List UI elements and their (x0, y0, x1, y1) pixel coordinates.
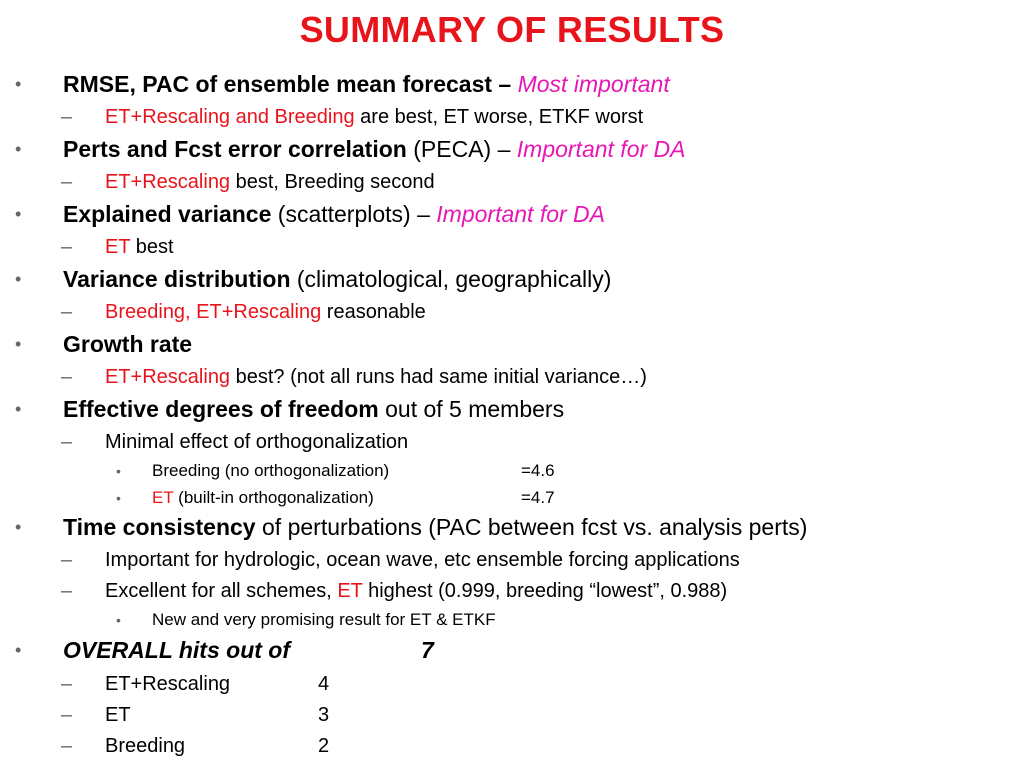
sub-time-excellent (61, 577, 728, 605)
bullet-marker: • (15, 399, 22, 419)
explained-text: (scatterplots) – (277, 201, 430, 227)
overall-row-value: 3 (318, 704, 330, 726)
bullet-time-consistency (15, 513, 808, 541)
overall-row-name: Breeding (105, 735, 186, 757)
bullet-marker: • (15, 204, 22, 224)
bullet-overall-hits (15, 636, 483, 664)
variance-text: (climatological, geographically) (296, 266, 612, 292)
dash-marker: – (61, 366, 73, 388)
bullet-explained-variance (15, 200, 606, 228)
rmse-note: Most important (517, 71, 670, 97)
time-heading: Time consistency (63, 514, 256, 540)
variance-sub-text: reasonable (326, 301, 426, 323)
edf-sub-text: Minimal effect of orthogonalization (105, 431, 409, 453)
time-sub3-text: New and very promising result for ET & ETKF (152, 610, 496, 629)
bullet-marker: • (15, 640, 22, 660)
bullet-marker: • (116, 463, 121, 479)
dash-marker: – (61, 580, 73, 602)
edf-et-highlight: ET (152, 488, 174, 507)
explained-sub-highlight: ET (105, 236, 131, 258)
bullet-marker: • (15, 74, 22, 94)
time-sub1-text: Important for hydrologic, ocean wave, etc ensemble forcing applications (105, 549, 740, 571)
perts-heading: Perts and Fcst error correlation (63, 136, 407, 162)
sub-explained (61, 233, 174, 261)
bullet-growth-rate (15, 330, 193, 358)
overall-row-value: 2 (318, 735, 330, 757)
dash-marker: – (61, 301, 73, 323)
bullet-marker: • (15, 334, 22, 354)
dash-marker: – (61, 431, 73, 453)
edf-text: out of 5 members (385, 396, 565, 422)
perts-sub-text: best, Breeding second (235, 171, 435, 193)
rmse-sub-highlight: ET+Rescaling and Breeding (105, 106, 355, 128)
overall-row-value: 4 (318, 673, 330, 695)
overall-total: 7 (421, 637, 434, 663)
overall-heading: OVERALL hits out of (63, 637, 291, 663)
sub-sub-edf-et (116, 484, 652, 512)
time-text: of perturbations (PAC between fcst vs. analysis perts) (262, 514, 808, 540)
explained-sub-text: best (135, 236, 174, 258)
bullet-effective-dof (15, 395, 565, 423)
sub-perts (61, 168, 435, 196)
growth-sub-text: best? (not all runs had same initial variance…) (235, 366, 647, 388)
bullet-marker: • (15, 139, 22, 159)
slide-title: SUMMARY OF RESULTS (299, 9, 725, 50)
sub-rmse (61, 103, 644, 131)
bullet-marker: • (15, 269, 22, 289)
sub-variance (61, 298, 426, 326)
sub-sub-time-promising (116, 606, 496, 634)
dash-marker: – (61, 236, 73, 258)
dash-marker: – (61, 549, 73, 571)
sub-time-hydrologic (61, 546, 740, 574)
perts-note: Important for DA (516, 136, 686, 162)
explained-heading: Explained variance (63, 201, 272, 227)
bullet-variance-distribution (15, 265, 612, 293)
overall-row-et-rescaling (61, 670, 365, 698)
overall-row-breeding (61, 732, 365, 760)
edf-breeding-text: Breeding (no orthogonalization) (152, 461, 390, 480)
dash-marker: – (61, 735, 73, 757)
edf-heading: Effective degrees of freedom (63, 396, 379, 422)
dash-marker: – (61, 171, 73, 193)
time-sub2-pre: Excellent for all schemes, (105, 580, 332, 602)
time-sub2-text: highest (0.999, breeding “lowest”, 0.988) (368, 580, 728, 602)
sub-edf (61, 428, 409, 456)
dash-marker: – (61, 673, 73, 695)
perts-sub-highlight: ET+Rescaling (105, 171, 231, 193)
edf-et-text: (built-in orthogonalization) (178, 488, 374, 507)
bullet-marker: • (15, 517, 22, 537)
variance-heading: Variance distribution (63, 266, 291, 292)
explained-note: Important for DA (436, 201, 606, 227)
time-sub2-highlight: ET (337, 580, 363, 602)
bullet-marker: • (116, 612, 121, 628)
bullet-perts-correlation (15, 135, 686, 163)
sub-growth (61, 363, 647, 391)
bullet-rmse-pac (15, 70, 670, 98)
rmse-heading: RMSE, PAC of ensemble mean forecast – (63, 71, 512, 97)
bullet-marker: • (116, 490, 121, 506)
dash-marker: – (61, 106, 73, 128)
variance-sub-highlight: Breeding, ET+Rescaling (105, 301, 322, 323)
edf-breeding-value: =4.6 (521, 461, 555, 480)
overall-row-et (61, 701, 365, 729)
rmse-sub-text: are best, ET worse, ETKF worst (360, 106, 644, 128)
overall-row-name: ET (105, 704, 131, 726)
growth-heading: Growth rate (63, 331, 193, 357)
growth-sub-highlight: ET+Rescaling (105, 366, 231, 388)
perts-text: (PECA) – (413, 136, 511, 162)
dash-marker: – (61, 704, 73, 726)
overall-row-name: ET+Rescaling (105, 673, 231, 695)
edf-et-value: =4.7 (521, 488, 555, 507)
sub-sub-edf-breeding (116, 457, 652, 485)
